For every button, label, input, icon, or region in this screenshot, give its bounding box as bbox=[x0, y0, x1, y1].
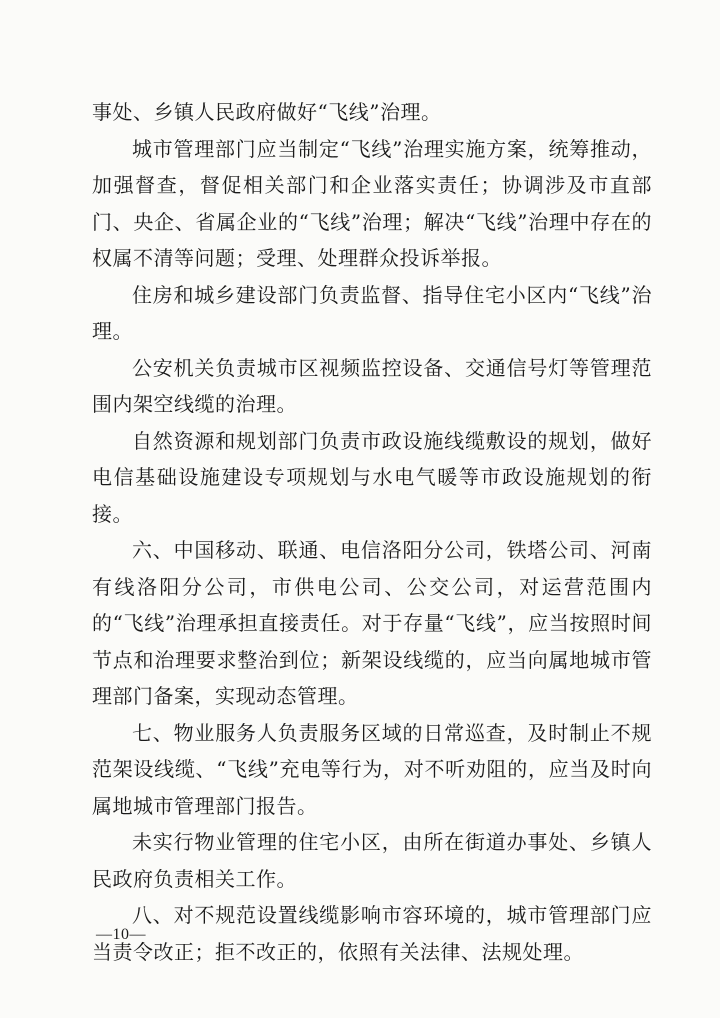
paragraph-city-management: 城市管理部门应当制定“飞线”治理实施方案，统筹推动，加强督查，督促相关部门和企业落实责任；协调涉及市直部门、央企、省属企业的“飞线”治理；解决“飞线”治理中存在的权属不清等问题；受理、处理群众投诉举报。 bbox=[92, 136, 652, 270]
paragraph-housing: 住房和城乡建设部门负责监督、指导住宅小区内“飞线”治理。 bbox=[92, 282, 652, 343]
page-number: —10— bbox=[96, 926, 146, 943]
paragraph-section-six: 六、中国移动、联通、电信洛阳分公司，铁塔公司、河南有线洛阳分公司，市供电公司、公交公司，对运营范围内的“飞线”治理承担直接责任。对于存量“飞线”，应当按照时间节点和治理要求整治到位；新架设线缆的，应当向属地城市管理部门备案，实现动态管理。 bbox=[92, 538, 652, 708]
paragraph-public-security: 公安机关负责城市区视频监控设备、交通信号灯等管理范围内架空线缆的治理。 bbox=[92, 355, 652, 416]
paragraph-no-property-management: 未实行物业管理的住宅小区，由所在街道办事处、乡镇人民政府负责相关工作。 bbox=[92, 830, 652, 891]
paragraph-section-eight: 八、对不规范设置线缆影响市容环境的，城市管理部门应当责令改正；拒不改正的，依照有关法律、法规处理。 bbox=[92, 903, 652, 964]
paragraph-section-seven: 七、物业服务人负责服务区域的日常巡查，及时制止不规范架设线缆、“飞线”充电等行为，对不听劝阻的，应当及时向属地城市管理部门报告。 bbox=[92, 720, 652, 818]
body-text bbox=[92, 94, 652, 970]
paragraph-continuation: 事处、乡镇人民政府做好“飞线”治理。 bbox=[92, 100, 442, 124]
paragraph-natural-resources: 自然资源和规划部门负责市政设施线缆敷设的规划，做好电信基础设施建设专项规划与水电气暖等市政设施规划的衔接。 bbox=[92, 428, 652, 526]
